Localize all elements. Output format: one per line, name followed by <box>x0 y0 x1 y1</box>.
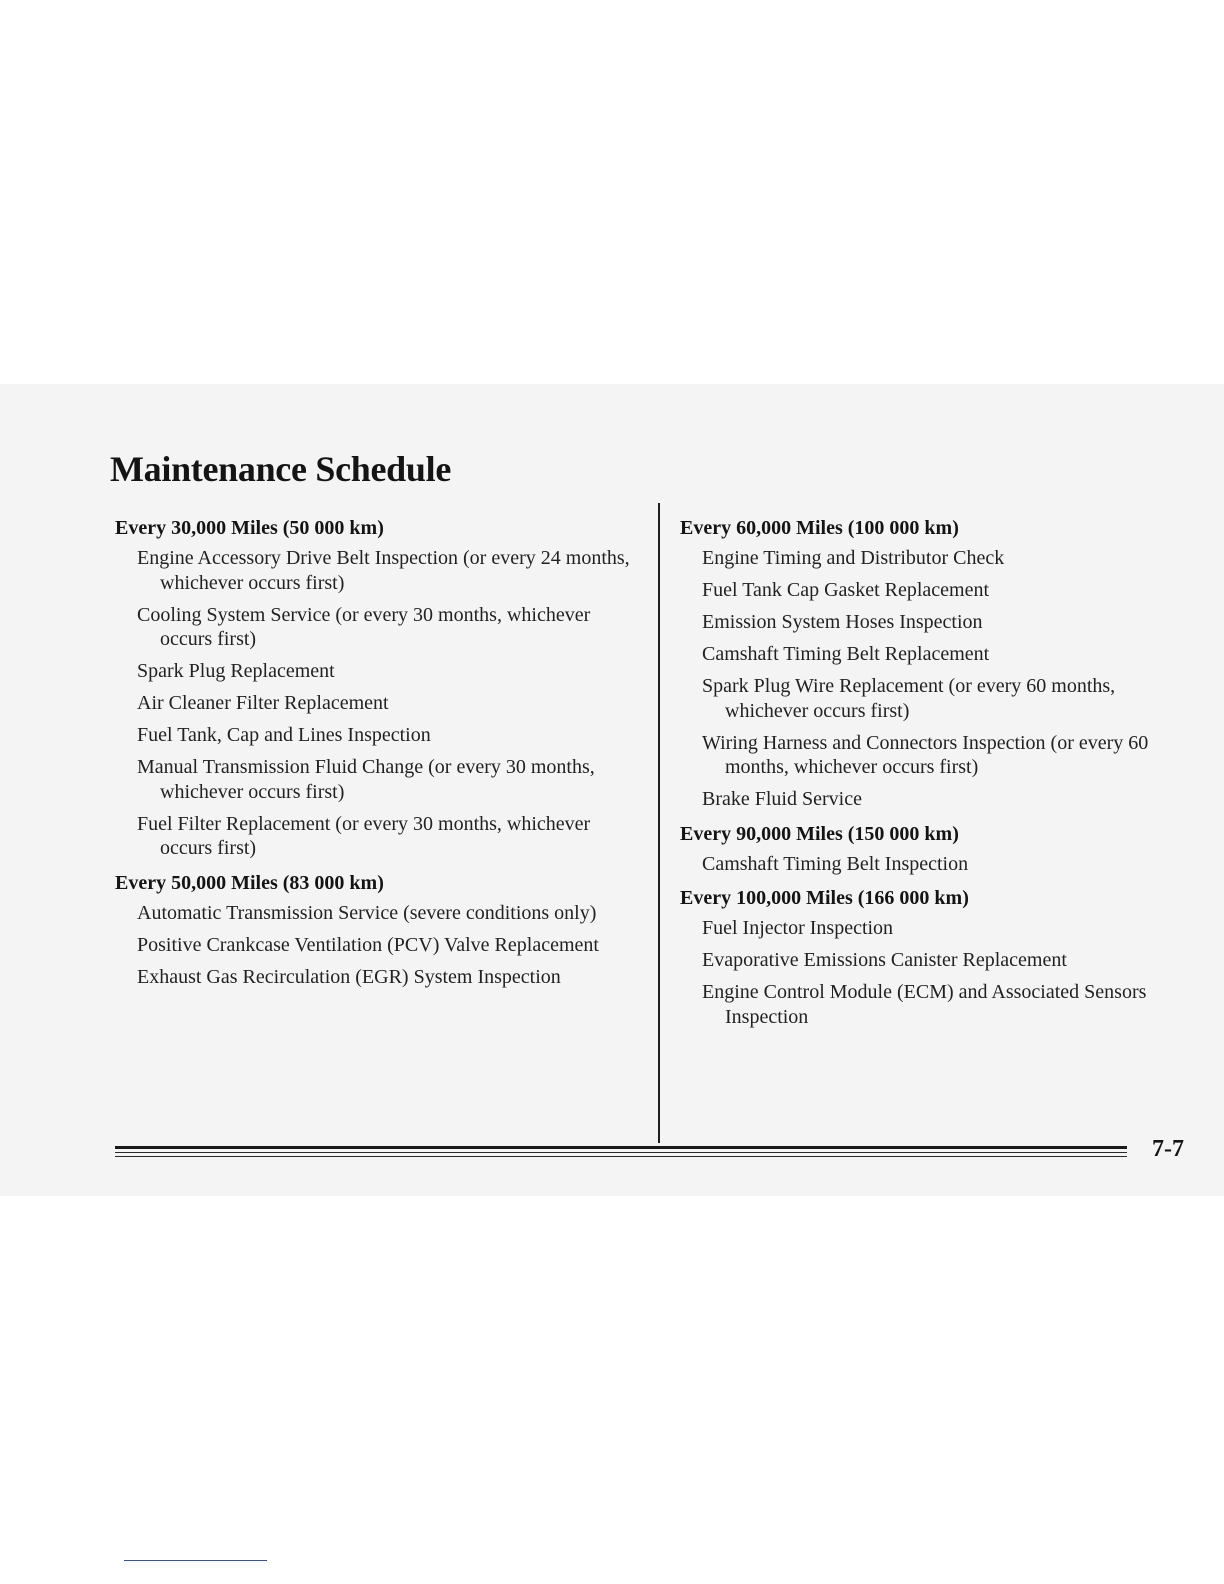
list-item: Positive Crankcase Ventilation (PCV) Valve Replacement <box>137 933 599 956</box>
footer-rule <box>115 1156 1127 1157</box>
list-item: Camshaft Timing Belt Replacement <box>702 643 990 665</box>
section-heading: Every 30,000 Miles (50 000 km) <box>115 517 384 539</box>
page-title: Maintenance Schedule <box>110 449 451 489</box>
schedule-section <box>680 822 1200 877</box>
section-heading: Every 50,000 Miles (83 000 km) <box>115 871 384 894</box>
section-heading: Every 90,000 Miles (150 000 km) <box>680 822 959 845</box>
list-item: Wiring Harness and Connectors Inspection (or every 60 months, whichever occurs first) <box>702 731 1149 778</box>
page-number: 7-7 <box>1152 1136 1184 1162</box>
footer-rule <box>115 1152 1127 1153</box>
list-item: Engine Accessory Drive Belt Inspection (or every 24 months, whichever occurs first) <box>137 547 630 594</box>
list-item: Air Cleaner Filter Replacement <box>137 692 389 714</box>
schedule-section <box>680 516 1200 812</box>
maintenance-list <box>680 852 1200 877</box>
schedule-section <box>680 886 1200 1029</box>
list-item: Engine Timing and Distributor Check <box>702 547 1005 569</box>
list-item: Fuel Injector Inspection <box>702 917 894 939</box>
list-item: Spark Plug Replacement <box>137 660 335 682</box>
right-column <box>680 516 1200 1039</box>
schedule-section <box>115 516 635 861</box>
left-column <box>115 516 635 999</box>
list-item: Fuel Tank Cap Gasket Replacement <box>702 579 990 601</box>
maintenance-list <box>115 901 635 990</box>
maintenance-list <box>680 546 1200 812</box>
list-item: Evaporative Emissions Canister Replacement <box>702 949 1067 971</box>
list-item: Engine Control Module (ECM) and Associated Sensors Inspection <box>702 981 1147 1028</box>
list-item: Camshaft Timing Belt Inspection <box>702 852 969 875</box>
maintenance-list <box>680 916 1200 1029</box>
list-item: Fuel Tank, Cap and Lines Inspection <box>137 724 431 746</box>
list-item: Exhaust Gas Recirculation (EGR) System Inspection <box>137 965 561 988</box>
list-item: Automatic Transmission Service (severe conditions only) <box>137 901 597 924</box>
list-item: Brake Fluid Service <box>702 788 862 810</box>
schedule-section <box>115 871 635 990</box>
list-item: Manual Transmission Fluid Change (or every 30 months, whichever occurs first) <box>137 756 595 803</box>
section-heading: Every 100,000 Miles (166 000 km) <box>680 887 969 909</box>
list-item: Emission System Hoses Inspection <box>702 611 983 633</box>
footer-rule <box>115 1146 1127 1149</box>
section-heading: Every 60,000 Miles (100 000 km) <box>680 517 959 539</box>
maintenance-list <box>115 546 635 861</box>
column-divider <box>658 503 660 1143</box>
bottom-link-underline <box>124 1560 267 1561</box>
list-item: Fuel Filter Replacement (or every 30 months, whichever occurs first) <box>137 812 591 859</box>
list-item: Cooling System Service (or every 30 months, whichever occurs first) <box>137 603 591 650</box>
list-item: Spark Plug Wire Replacement (or every 60 months, whichever occurs first) <box>702 675 1116 722</box>
